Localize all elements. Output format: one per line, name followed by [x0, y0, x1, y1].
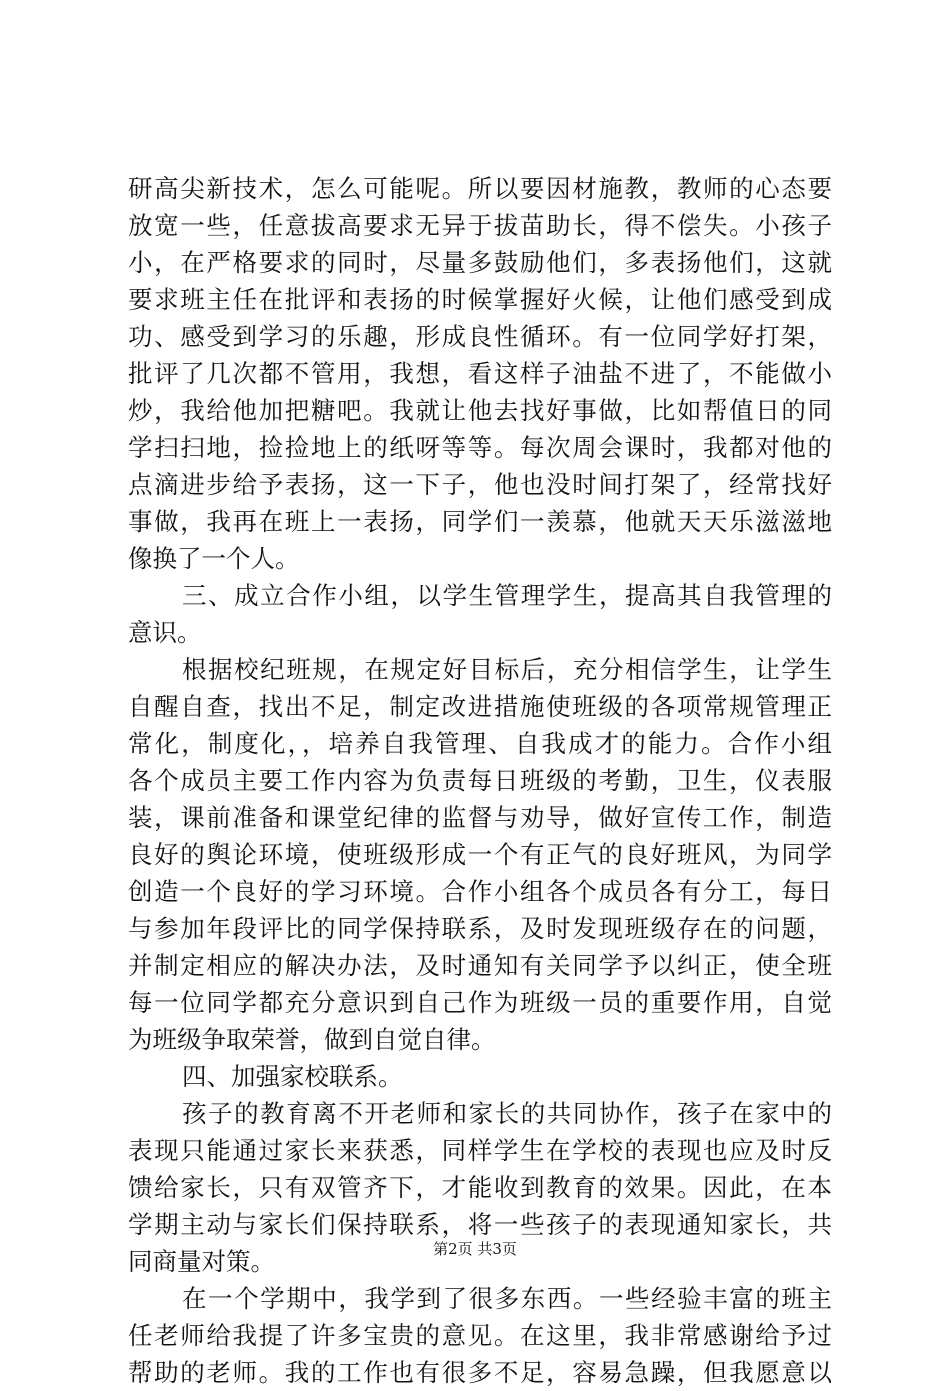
- text-line: 与参加年段评比的同学保持联系，及时发现班级存在的问题，: [128, 914, 832, 943]
- text-line: 各个成员主要工作内容为负责每日班级的考勤，卫生，仪表服: [128, 766, 832, 795]
- section-heading: 四、加强家校联系。: [182, 1062, 403, 1091]
- text-line: 放宽一些，任意拔高要求无异于拔苗助长，得不偿失。小孩子: [128, 211, 832, 240]
- text-line: 装，课前准备和课堂纪律的监督与劝导，做好宣传工作，制造: [128, 803, 832, 832]
- text-line: 要求班主任在批评和表扬的时候掌握好火候，让他们感受到成: [128, 285, 832, 314]
- text-line: 并制定相应的解决办法，及时通知有关同学予以纠正，使全班: [128, 951, 832, 980]
- document-body: [128, 170, 832, 1391]
- text-line: 功、感受到学习的乐趣，形成良性循环。有一位同学好打架，: [128, 322, 832, 351]
- text-line: 创造一个良好的学习环境。合作小组各个成员各有分工，每日: [128, 877, 832, 906]
- text-line: 任老师给我提了许多宝贵的意见。在这里，我非常感谢给予过: [128, 1321, 832, 1350]
- paragraph-start: 在一个学期中，我学到了很多东西。一些经验丰富的班主: [182, 1284, 832, 1313]
- text-line: 帮助的老师。我的工作也有很多不足，容易急躁，但我愿意以: [128, 1358, 832, 1387]
- paragraph-start: 根据校纪班规，在规定好目标后，充分相信学生，让学生: [182, 655, 832, 684]
- text-line: 学扫扫地，捡捡地上的纸呀等等。每次周会课时，我都对他的: [128, 433, 832, 462]
- text-line: 常化，制度化，，培养自我管理、自我成才的能力。合作小组: [128, 729, 832, 758]
- text-line: 自醒自查，找出不足，制定改进措施使班级的各项常规管理正: [128, 692, 832, 721]
- text-line: 良好的舆论环境，使班级形成一个有正气的良好班风，为同学: [128, 840, 832, 869]
- text-line: 为班级争取荣誉，做到自觉自律。: [128, 1025, 496, 1054]
- text-line: 像换了一个人。: [128, 544, 300, 573]
- text-line: 研高尖新技术，怎么可能呢。所以要因材施教，教师的心态要: [128, 174, 832, 203]
- text-line: 每一位同学都充分意识到自己作为班级一员的重要作用，自觉: [128, 988, 832, 1017]
- text-line: 小，在严格要求的同时，尽量多鼓励他们，多表扬他们，这就: [128, 248, 832, 277]
- text-line: 意识。: [128, 618, 202, 647]
- text-line: 表现只能通过家长来获悉，同样学生在学校的表现也应及时反: [128, 1136, 832, 1165]
- text-line: 馈给家长，只有双管齐下，才能收到教育的效果。因此，在本: [128, 1173, 832, 1202]
- page-footer: [0, 1239, 950, 1259]
- text-line: 点滴进步给予表扬，这一下子，他也没时间打架了，经常找好: [128, 470, 832, 499]
- text-line: 事做，我再在班上一表扬，同学们一羡慕，他就天天乐滋滋地: [128, 507, 832, 536]
- text-line: 批评了几次都不管用，我想，看这样子油盐不进了，不能做小: [128, 359, 832, 388]
- page-number-label: 第2页 共3页: [433, 1240, 517, 1258]
- text-line: 学期主动与家长们保持联系，将一些孩子的表现通知家长，共: [128, 1210, 832, 1239]
- paragraph-start: 孩子的教育离不开老师和家长的共同协作，孩子在家中的: [182, 1099, 832, 1128]
- section-heading: 三、成立合作小组，以学生管理学生，提高其自我管理的: [182, 581, 832, 610]
- text-line: 炒，我给他加把糖吧。我就让他去找好事做，比如帮值日的同: [128, 396, 832, 425]
- text-line: 同商量对策。: [128, 1247, 275, 1276]
